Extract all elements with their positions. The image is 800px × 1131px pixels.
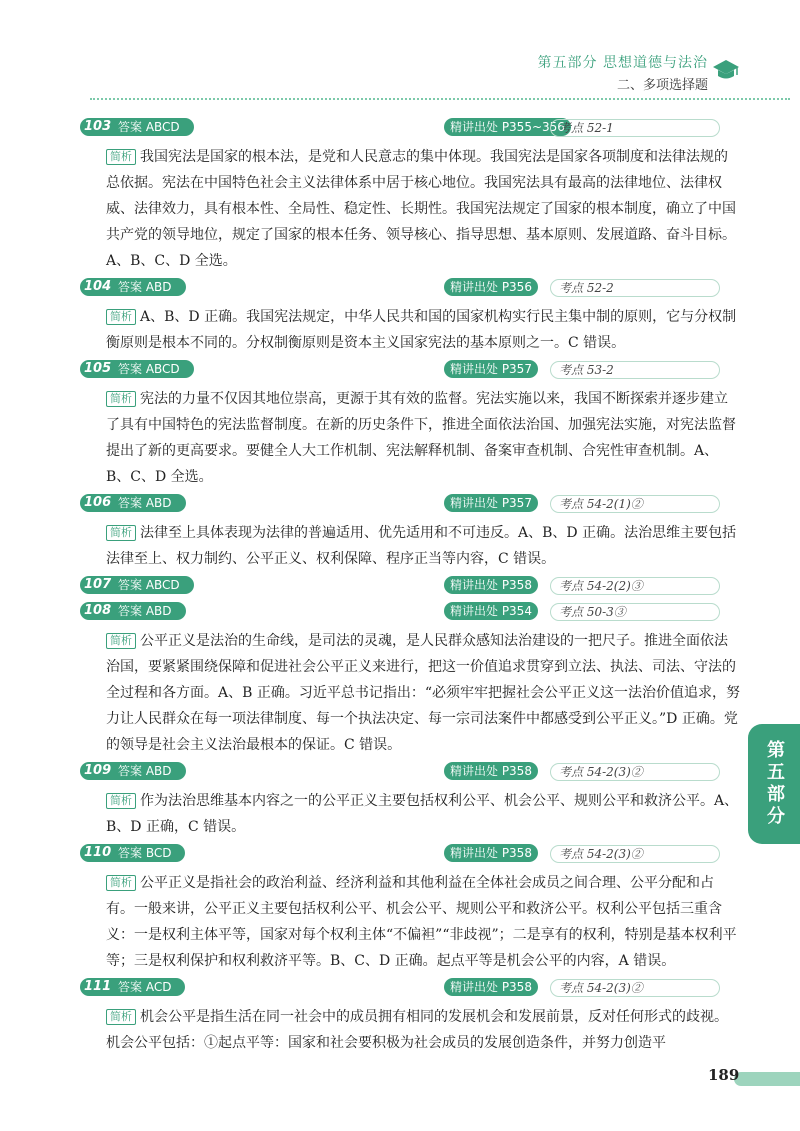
explanation-text xyxy=(106,628,740,758)
answer-item xyxy=(80,494,740,572)
source-reference: 精讲出处 P355~356 xyxy=(444,118,571,136)
source-reference: 精讲出处 P356 xyxy=(444,278,538,296)
explanation-body: 公平正义是指社会的政治利益、经济利益和其他利益在全体社会成员之间合理、公平分配和占有。一般来讲，公平正义主要包括权利公平、机会公平、规则公平和救济公平。权利公平包括三重含义：一是权利主体平等，国家对每个权利主体“不偏袒”“非歧视”；二是享有的权利，特别是基本权利平等；三是权利保护和权利救济平等。B、C、D 正确。起点平等是机会公平的内容，A 错误。 xyxy=(106,875,737,969)
answer-item xyxy=(80,844,740,974)
explanation-text xyxy=(106,386,740,490)
exam-point: 考点 54-2(3)② xyxy=(550,845,720,863)
exam-point: 考点 52-2 xyxy=(550,279,720,297)
answer-badge: 答案 ABD xyxy=(112,762,186,780)
question-number: 111 xyxy=(80,978,115,996)
answer-badge: 答案 BCD xyxy=(112,844,185,862)
answer-item xyxy=(80,118,740,274)
page-number-bar xyxy=(734,1072,800,1086)
answer-item-header xyxy=(80,844,740,866)
answer-item xyxy=(80,978,740,1056)
source-reference: 精讲出处 P358 xyxy=(444,576,538,594)
source-reference: 精讲出处 P357 xyxy=(444,360,538,378)
explanation-body: 公平正义是法治的生命线，是司法的灵魂，是人民群众感知法治建设的一把尺子。推进全面依法治国，要紧紧围绕保障和促进社会公平正义来进行，把这一价值追求贯穿到立法、执法、司法、守法的全过程和各方面。A、B 正确。习近平总书记指出：“必须牢牢把握社会公平正义这一法治价值追求，努力让人民群众在每一项法律制度、每一个执法决定、每一宗司法案件中都感受到公平正义。”D 正确。党的领导是社会主义法治最根本的保证。C 错误。 xyxy=(106,633,741,753)
exam-point: 考点 54-2(3)② xyxy=(550,979,720,997)
exam-point: 考点 54-2(3)② xyxy=(550,763,720,781)
question-number: 110 xyxy=(80,844,115,862)
explain-tag: 简析 xyxy=(106,1009,136,1025)
explanation-body: 我国宪法是国家的根本法，是党和人民意志的集中体现。我国宪法是国家各项制度和法律法规的总依据。宪法在中国特色社会主义法律体系中居于核心地位。我国宪法具有最高的法律地位、法律权威、法律效力，具有根本性、全局性、稳定性、长期性。我国宪法规定了国家的根本制度，确立了中国共产党的领导地位，规定了国家的根本任务、领导核心、指导思想、基本原则、发展道路、奋斗目标。A、B、C、D 全选。 xyxy=(106,149,736,269)
question-number: 107 xyxy=(80,576,115,594)
explanation-body: A、B、D 正确。我国宪法规定，中华人民共和国的国家机构实行民主集中制的原则，它与分权制衡原则是根本不同的。分权制衡原则是资本主义国家宪法的基本原则之一。C 错误。 xyxy=(106,309,737,351)
answer-badge: 答案 ABD xyxy=(112,278,186,296)
exam-point: 考点 54-2(1)② xyxy=(550,495,720,513)
explanation-text xyxy=(106,788,740,840)
explanation-text xyxy=(106,520,740,572)
exam-point: 考点 50-3③ xyxy=(550,603,720,621)
answer-badge: 答案 ABCD xyxy=(112,360,194,378)
explanation-body: 宪法的力量不仅因其地位崇高，更源于其有效的监督。宪法实施以来，我国不断探索并逐步建立了具有中国特色的宪法监督制度。在新的历史条件下，推进全面依法治国、加强宪法实施，对宪法监督提出了新的更高要求。要健全人大工作机制、宪法解释机制、备案审查机制、合宪性审查机制。A、B、C、D 全选。 xyxy=(106,391,736,485)
answer-item-header xyxy=(80,360,740,382)
answer-item-header xyxy=(80,602,740,624)
page-number: 189 xyxy=(708,1066,740,1084)
explain-tag: 简析 xyxy=(106,875,136,891)
answer-item-header xyxy=(80,576,740,598)
explain-tag: 简析 xyxy=(106,633,136,649)
answer-badge: 答案 ABD xyxy=(112,602,186,620)
answer-badge: 答案 ABCD xyxy=(112,576,194,594)
explanation-body: 作为法治思维基本内容之一的公平正义主要包括权利公平、机会公平、规则公平和救济公平。A、B、D 正确，C 错误。 xyxy=(106,793,739,835)
answer-item xyxy=(80,576,740,598)
explain-tag: 简析 xyxy=(106,793,136,809)
answer-item-header xyxy=(80,118,740,140)
header-divider xyxy=(90,98,790,100)
explanation-text xyxy=(106,304,740,356)
answer-badge: 答案 ACD xyxy=(112,978,185,996)
exam-point: 考点 54-2(2)③ xyxy=(550,577,720,595)
answer-badge: 答案 ABCD xyxy=(112,118,194,136)
source-reference: 精讲出处 P354 xyxy=(444,602,538,620)
explain-tag: 简析 xyxy=(106,149,136,165)
answer-item-header xyxy=(80,762,740,784)
question-number: 105 xyxy=(80,360,115,378)
side-section-tab[interactable]: 第五部分 xyxy=(748,724,800,844)
question-number: 104 xyxy=(80,278,115,296)
answer-item-header xyxy=(80,494,740,516)
source-reference: 精讲出处 P358 xyxy=(444,762,538,780)
graduation-cap-icon xyxy=(712,58,740,82)
explanation-text xyxy=(106,1004,740,1056)
answer-item xyxy=(80,602,740,758)
question-number: 103 xyxy=(80,118,115,136)
explanation-body: 法律至上具体表现为法律的普遍适用、优先适用和不可违反。A、B、D 正确。法治思维主要包括法律至上、权力制约、公平正义、权利保障、程序正当等内容，C 错误。 xyxy=(106,525,737,567)
source-reference: 精讲出处 P358 xyxy=(444,978,538,996)
explanation-text xyxy=(106,144,740,274)
answer-item-header xyxy=(80,278,740,300)
page-number-block xyxy=(708,1066,800,1092)
answer-item xyxy=(80,360,740,490)
source-reference: 精讲出处 P357 xyxy=(444,494,538,512)
question-number: 106 xyxy=(80,494,115,512)
source-reference: 精讲出处 P358 xyxy=(444,844,538,862)
answer-item xyxy=(80,762,740,840)
header-part-title: 第五部分 思想道德与法治 xyxy=(537,55,708,71)
explain-tag: 简析 xyxy=(106,525,136,541)
answer-item xyxy=(80,278,740,356)
answer-item-header xyxy=(80,978,740,1000)
header-section-title: 二、多项选择题 xyxy=(616,78,708,93)
exam-point: 考点 52-1 xyxy=(550,119,720,137)
page-header xyxy=(0,0,800,100)
answer-badge: 答案 ABD xyxy=(112,494,186,512)
explanation-text xyxy=(106,870,740,974)
question-number: 108 xyxy=(80,602,115,620)
explain-tag: 简析 xyxy=(106,309,136,325)
answer-list xyxy=(80,118,740,1060)
question-number: 109 xyxy=(80,762,115,780)
explanation-body: 机会公平是指生活在同一社会中的成员拥有相同的发展机会和发展前景，反对任何形式的歧视。机会公平包括：①起点平等：国家和社会要积极为社会成员的发展创造条件，并努力创造平 xyxy=(106,1009,728,1051)
exam-point: 考点 53-2 xyxy=(550,361,720,379)
explain-tag: 简析 xyxy=(106,391,136,407)
